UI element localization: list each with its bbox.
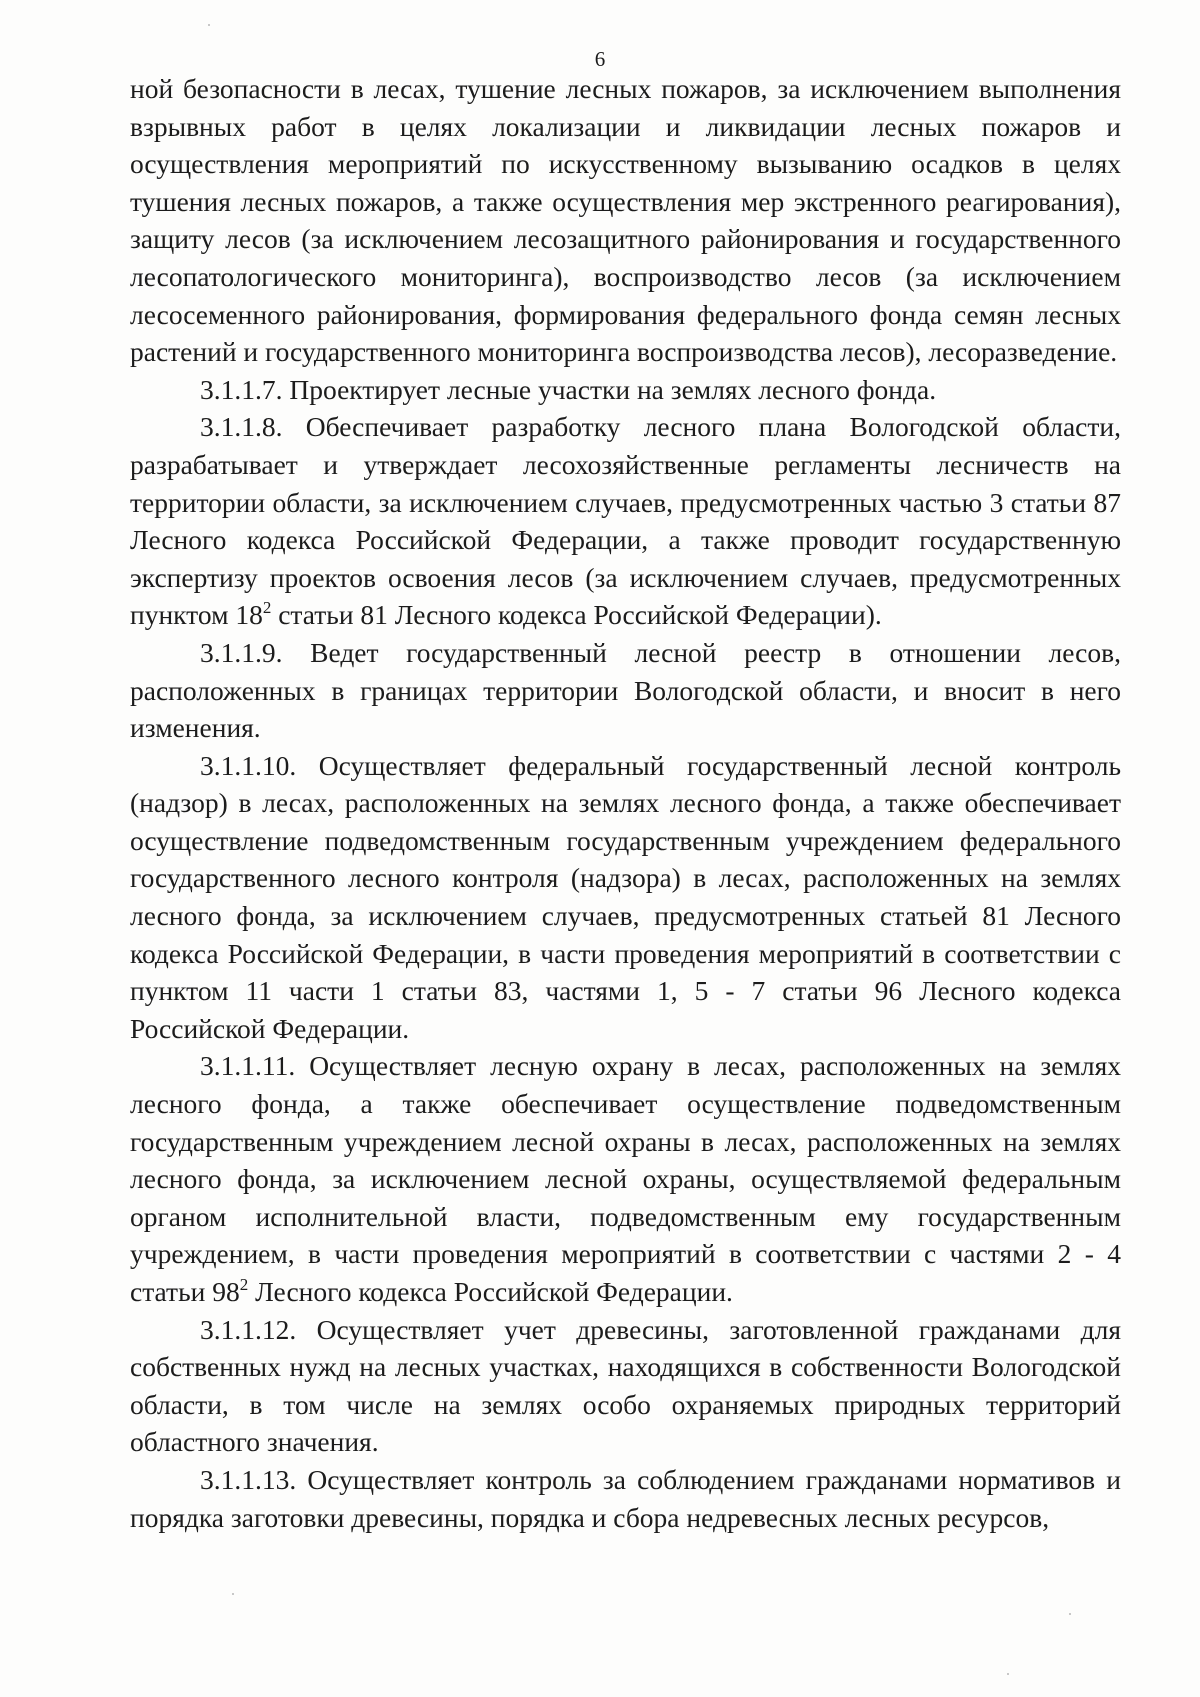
paragraph-3-1-1-12: 3.1.1.12. Осуществляет учет древесины, заготовленной гражданами для собственных нужд на лесных участках, находящихся в собственности Вологодской области, в том числе на землях особо охраняемых природных территорий областного значения. [130,1313,1121,1458]
paragraph-text-before-superscript: 3.1.1.11. Осуществляет лесную охрану в лесах, расположенных на землях лесного фонда, а также обеспечивает осуществление подведомственным государственным учреждением лесной охраны в лесах, расположенных на землях лесного фонда, за исключением лесной охраны, осуществляемой федеральным органом исполнительной власти, подведомственным ему государственным учреждением, в части проведения мероприятий в соответствии с частями 2 - 4 статьи 98 [130,1050,1121,1307]
paragraph-text-after-superscript: Лесного кодекса Российской Федерации. [248,1276,733,1307]
document-body [130,70,1121,1536]
paragraph-3-1-1-9: 3.1.1.9. Ведет государственный лесной реестр в отношении лесов, расположенных в границах территории Вологодской области, и вносит в него изменения. [130,636,1121,744]
page-number: 6 [594,47,606,71]
superscript-2: 2 [239,1275,249,1294]
scan-speck [232,1593,234,1595]
paragraph-3-1-1-7: 3.1.1.7. Проектирует лесные участки на землях лесного фонда. [200,373,937,405]
scan-speck [208,24,210,26]
scan-speck [1069,1613,1071,1615]
paragraph-text-before-superscript: 3.1.1.8. Обеспечивает разработку лесного плана Вологодской области, разрабатывает и утверждает лесохозяйственные регламенты лесничеств на территории области, за исключением случаев, предусмотренных частью 3 статьи 87 Лесного кодекса Российской Федерации, а также проводит государственную экспертизу проектов освоения лесов (за исключением случаев, предусмотренных пунктом 18 [130,411,1121,631]
paragraph-text-after-superscript: статьи 81 Лесного кодекса Российской Федерации). [271,599,882,631]
paragraph-3-1-1-13: 3.1.1.13. Осуществляет контроль за соблюдением гражданами нормативов и порядка заготовки древесины, порядка и сбора недревесных лесных ресурсов, [130,1463,1121,1533]
superscript-2: 2 [262,598,272,618]
scan-speck [1007,1673,1009,1675]
paragraph-continued: ной безопасности в лесах, тушение лесных пожаров, за исключением выполнения взрывных работ в целях локализации и ликвидации лесных пожаров и осуществления мероприятий по искусственному вызыванию осадков в целях тушения лесных пожаров, а также осуществления мер экстренного реагирования), защиту лесов (за исключением лесозащитного районирования и государственного лесопатологического мониторинга), воспроизводство лесов (за исключением лесосеменного районирования, формирования федерального фонда семян лесных растений и государственного мониторинга воспроизводства лесов), лесоразведение. [130,73,1121,368]
paragraph-3-1-1-11 [130,1047,1121,1310]
paragraph-3-1-1-10: 3.1.1.10. Осуществляет федеральный государственный лесной контроль (надзор) в лесах, расположенных на землях лесного фонда, а также обеспечивает осуществление подведомственным государственным учреждением федерального государственного лесного контроля (надзора) в лесах, расположенных на землях лесного фонда, за исключением случаев, предусмотренных статьей 81 Лесного кодекса Российской Федерации, в части проведения мероприятий в соответствии с пунктом 11 части 1 статьи 83, частями 1, 5 - 7 статьи 96 Лесного кодекса Российской Федерации. [130,749,1121,1044]
paragraph-3-1-1-8 [130,408,1121,634]
